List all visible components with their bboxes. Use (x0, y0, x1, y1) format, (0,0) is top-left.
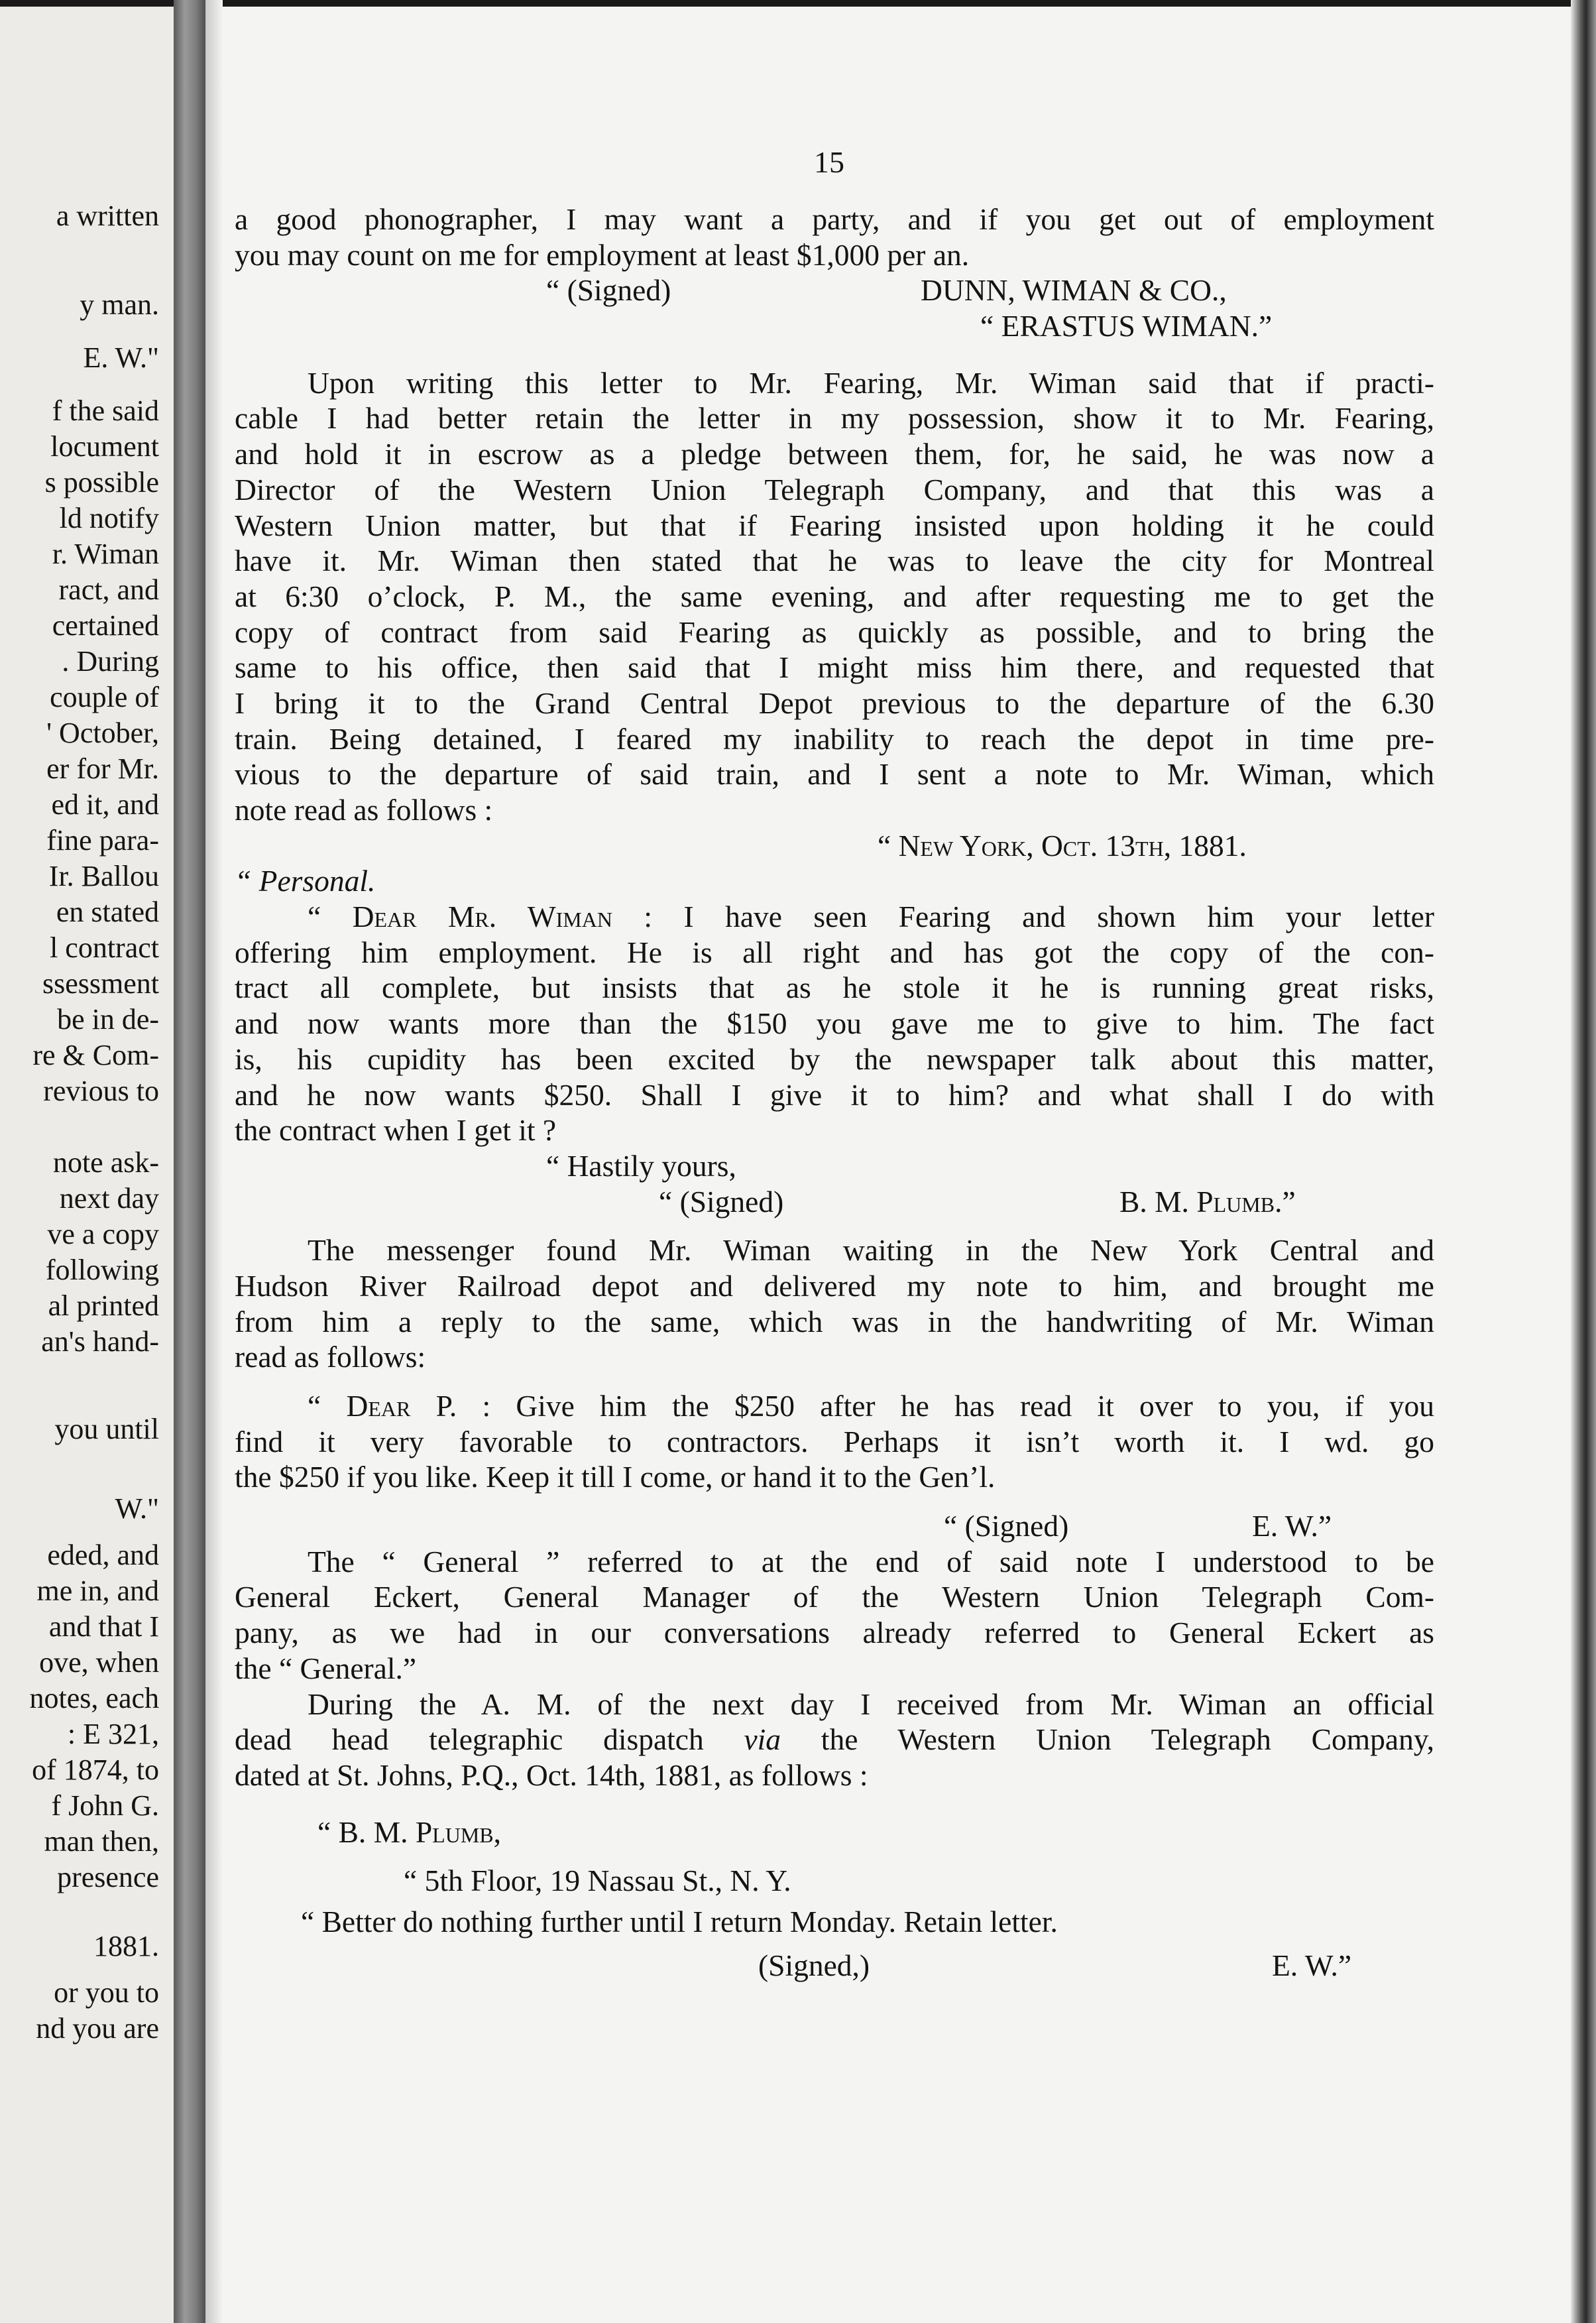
salutation: “ Dear Mr. Wiman : (308, 900, 653, 934)
facing-line: a written (56, 200, 159, 232)
facing-line: ove, when (39, 1646, 159, 1679)
text-line: Director of the Western Union Telegraph Company, and that this was a (235, 472, 1434, 506)
signed-label: (Signed,) (758, 1948, 870, 1982)
signer-name: B. M. Plumb.” (1119, 1184, 1296, 1219)
page-edge (1571, 0, 1596, 2323)
facing-line: notes, each (29, 1682, 159, 1714)
facing-line: 1881. (93, 1930, 159, 1962)
page-body (235, 202, 1434, 1983)
telegram-message-row (235, 1904, 1434, 1940)
text-line: same to his office, then said that I might miss him there, and requested that (235, 650, 1434, 685)
gutter-shadow (205, 0, 223, 2323)
facing-line: er for Mr. (46, 752, 159, 785)
facing-line: couple of (50, 681, 159, 713)
text-run: Give him the $250 after he has read it over to you, if you (490, 1389, 1434, 1423)
telegram-message: “ Better do nothing further until I return Monday. Retain letter. (301, 1904, 1058, 1938)
text-line: I bring it to the Grand Central Depot previous to the departure of the 6.30 (235, 685, 1434, 720)
facing-line: W." (115, 1492, 159, 1525)
signature-row (235, 308, 1434, 344)
text-run: dead head telegraphic dispatch (235, 1722, 744, 1757)
facing-line: : E 321, (67, 1718, 159, 1750)
facing-line: following (45, 1254, 159, 1286)
text-line: The “ General ” referred to at the end of said note I understood to be (308, 1544, 1434, 1578)
salutation: “ Dear P. : (308, 1389, 491, 1423)
text-run-italic: via (744, 1722, 781, 1757)
facing-line: y man. (80, 288, 159, 321)
facing-line: fine para- (46, 824, 159, 857)
facing-line: presence (57, 1861, 159, 1893)
text-line: find it very favorable to contractors. Perhaps it isn’t worth it. I wd. go (235, 1424, 1434, 1459)
facing-line: ract, and (58, 573, 159, 606)
text-line: and now wants more than the $150 you gave me to give to him. The fact (235, 1006, 1434, 1041)
facing-line: ld notify (59, 502, 159, 534)
facing-line: ' October, (46, 717, 159, 749)
facing-line: f John G. (51, 1789, 159, 1822)
closing: “ Hastily yours, (546, 1148, 736, 1183)
facing-line: locument (50, 430, 159, 463)
text-line: vious to the departure of said train, and I sent a note to Mr. Wiman, which (235, 757, 1434, 792)
signed-label: “ (Signed) (546, 273, 671, 308)
text-line: tract all complete, but insists that as he stole it he is running great risks, (235, 971, 1434, 1005)
text-line: pany, as we had in our conversations already referred to General Eckert as (235, 1616, 1434, 1650)
text-line: copy of contract from said Fearing as quickly as possible, and to bring the (235, 615, 1434, 649)
telegram-address-row (235, 1863, 1434, 1899)
facing-line: of 1874, to (32, 1754, 159, 1786)
text-line: is, his cupidity has been excited by the newspaper talk about this matter, (235, 1042, 1434, 1076)
text-line: Western Union matter, but that if Fearing insisted upon holding it he could (235, 508, 1434, 542)
signed-label: “ (Signed) (659, 1184, 784, 1219)
facing-line: E. W." (83, 341, 159, 374)
text-run: I have seen Fearing and shown him your letter (652, 900, 1434, 934)
facing-line: re & Com- (32, 1039, 159, 1071)
facing-line: next day (59, 1182, 159, 1215)
text-line: dated at St. Johns, P.Q., Oct. 14th, 1881, as follows : (235, 1757, 868, 1792)
text-line: During the A. M. of the next day I received from Mr. Wiman an official (308, 1687, 1434, 1721)
text-line: Upon writing this letter to Mr. Fearing, Mr. Wiman said that if practi- (308, 365, 1434, 400)
text-line: note read as follows : (235, 793, 493, 827)
text-line: Hudson River Railroad depot and delivered my note to him, and brought me (235, 1268, 1434, 1303)
facing-line: en stated (56, 896, 159, 928)
text-line: the $250 if you like. Keep it till I come, or hand it to the Gen’l. (235, 1460, 996, 1494)
text-line: the “ General.” (235, 1651, 417, 1685)
text-line: General Eckert, General Manager of the Western Union Telegraph Com- (235, 1580, 1434, 1614)
text-line: from him a reply to the same, which was in the handwriting of Mr. Wiman (235, 1304, 1434, 1339)
text-line: and he now wants $250. Shall I give it to him? and what shall I do with (235, 1077, 1434, 1112)
facing-line: l contract (50, 931, 159, 964)
text-line: a good phonographer, I may want a party, and if you get out of employment (235, 202, 1434, 236)
signature-row (235, 1184, 1434, 1220)
facing-line: you until (54, 1413, 159, 1445)
facing-line: f the said (52, 394, 159, 427)
dateline-row (235, 828, 1434, 864)
text-line: offering him employment. He is all right and has got the copy of the con- (235, 935, 1434, 969)
text-line: cable I had better retain the letter in my possession, show it to Mr. Fearing, (235, 401, 1434, 436)
page-number: 15 (814, 145, 844, 179)
text-run: the Western Union Telegraph Company, (781, 1722, 1434, 1757)
facing-line: eded, and (47, 1539, 159, 1571)
telegram-address: “ 5th Floor, 19 Nassau St., N. Y. (404, 1864, 791, 1898)
text-line: the contract when I get it ? (235, 1113, 557, 1148)
book-gutter (174, 0, 205, 2323)
text-line: train. Being detained, I feared my inability to reach the depot in time pre- (235, 721, 1434, 756)
telegram-signature-row (235, 1948, 1434, 1984)
facing-line: certained (52, 609, 159, 642)
facing-line: me in, and (36, 1575, 159, 1607)
dateline: “ New York, Oct. 13th, 1881. (878, 828, 1247, 863)
text-line: at 6:30 o’clock, P. M., the same evening, and after requesting me to get the (235, 579, 1434, 613)
facing-line: r. Wiman (52, 538, 159, 570)
text-line: read as follows: (235, 1340, 426, 1374)
signature-row (235, 1508, 1434, 1544)
facing-line: Ir. Ballou (48, 860, 159, 892)
scan-top-edge (0, 0, 1596, 7)
personal-label: “ Personal. (235, 864, 376, 898)
facing-line: an's hand- (41, 1325, 159, 1358)
facing-line: nd you are (36, 2012, 159, 2045)
facing-page-fragment (0, 7, 174, 2323)
signer-name: E. W.” (1272, 1948, 1352, 1982)
personal-row (235, 863, 1434, 899)
signed-label: “ (Signed) (944, 1509, 1069, 1543)
facing-line: or you to (54, 1976, 159, 2009)
facing-line: ve a copy (47, 1218, 159, 1250)
facing-line: ed it, and (51, 788, 159, 821)
facing-line: al printed (48, 1289, 159, 1322)
text-line: and hold it in escrow as a pledge between them, for, he said, he was now a (235, 437, 1434, 471)
text-line (235, 899, 1434, 935)
facing-line: note ask- (52, 1146, 159, 1179)
facing-line: revious to (43, 1075, 159, 1107)
text-line: you may count on me for employment at least $1,000 per an. (235, 237, 970, 272)
text-line: The messenger found Mr. Wiman waiting in the New York Central and (308, 1233, 1434, 1268)
firm-name: DUNN, WIMAN & CO., (921, 273, 1227, 308)
text-line (235, 1722, 1434, 1757)
facing-line: man then, (44, 1825, 159, 1858)
telegram-addressee-row (235, 1815, 1434, 1850)
facing-line: and that I (48, 1610, 159, 1643)
closing-row (235, 1148, 1434, 1184)
signer-name: E. W.” (1252, 1509, 1332, 1543)
facing-line: be in de- (57, 1003, 159, 1036)
signer-name: “ ERASTUS WIMAN.” (980, 309, 1273, 343)
telegram-addressee: “ B. M. Plumb, (317, 1815, 502, 1849)
signature-row (235, 272, 1434, 308)
facing-line: . During (62, 645, 159, 678)
facing-line: s possible (44, 466, 159, 499)
facing-line: ssessment (42, 967, 159, 1000)
text-line (235, 1388, 1434, 1424)
text-line: have it. Mr. Wiman then stated that he was to leave the city for Montreal (235, 544, 1434, 578)
